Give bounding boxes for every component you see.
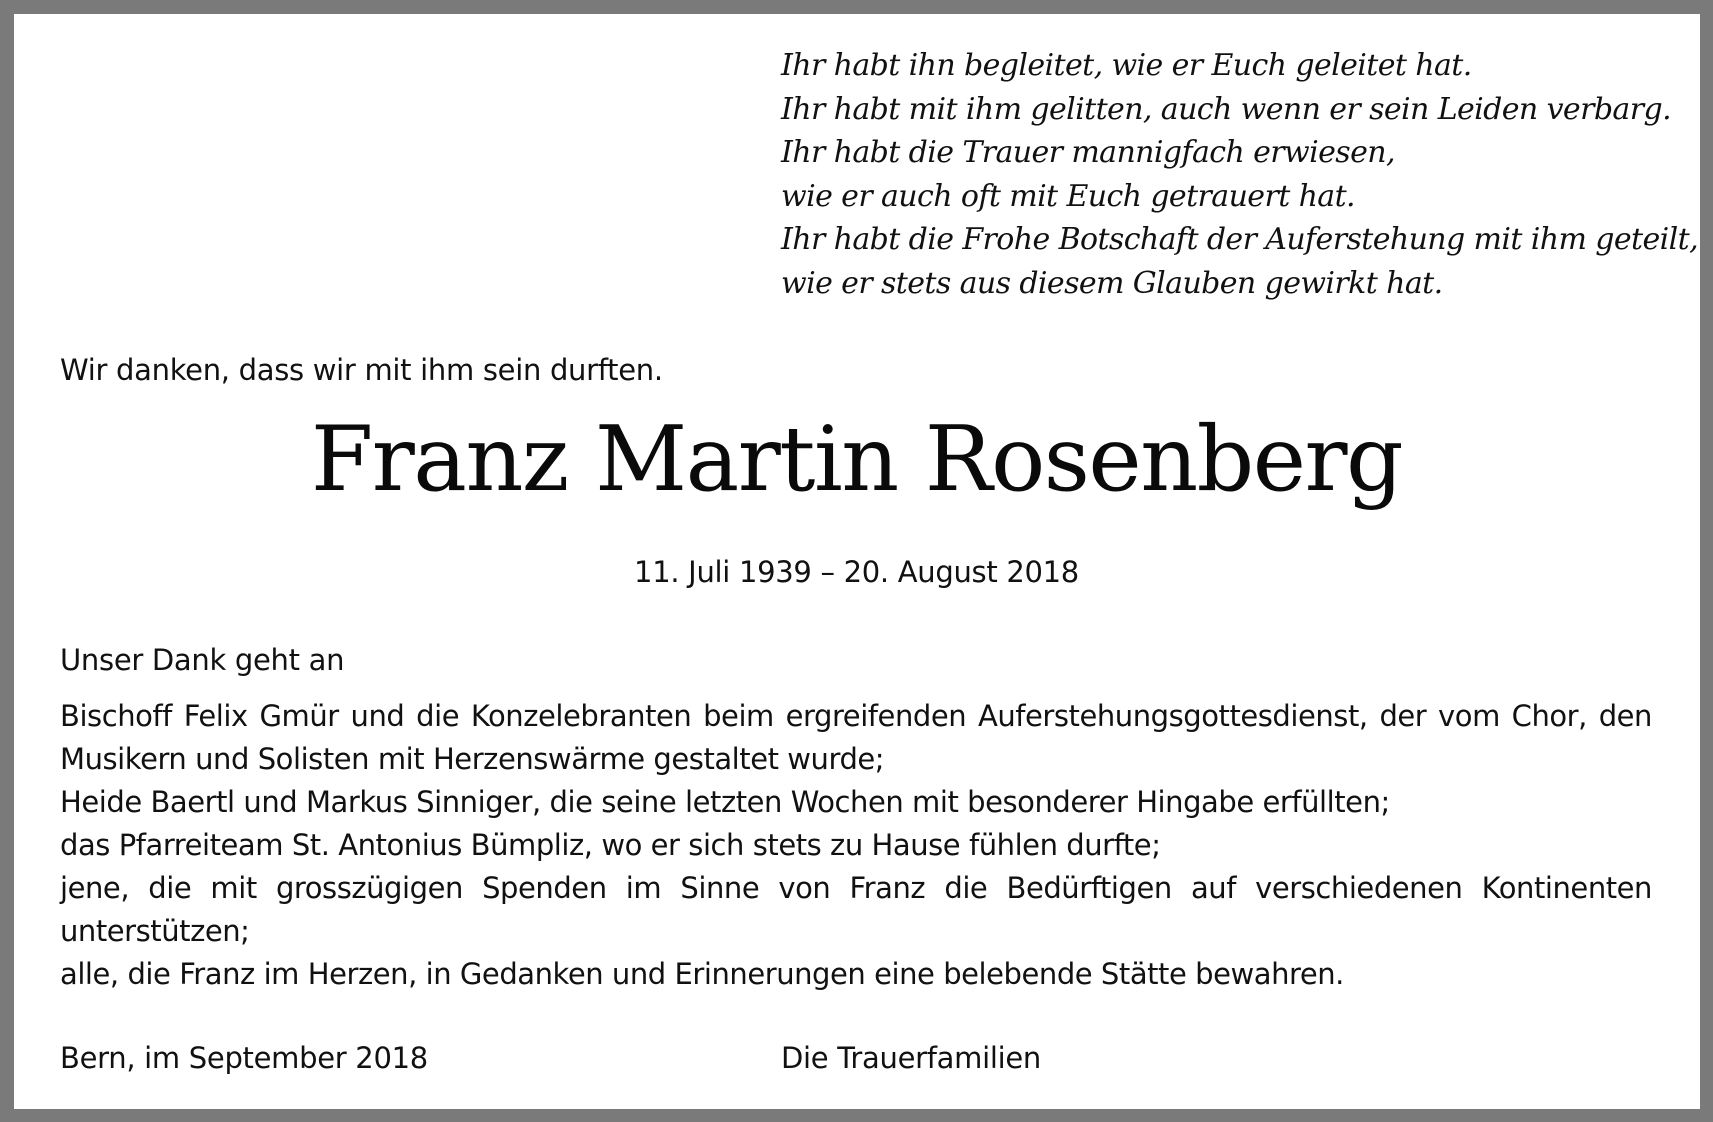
thanks-paragraph: das Pfarreiteam St. Antonius Bümpliz, wo er sich stets zu Hause fühlen durfte;	[60, 828, 1161, 862]
signature: Die Trauerfamilien	[781, 1041, 1041, 1075]
intro-text: Wir danken, dass wir mit ihm sein durften.	[60, 353, 663, 387]
life-dates: 11. Juli 1939 – 20. August 2018	[634, 555, 1079, 589]
quote-line: wie er auch oft mit Euch getrauert hat.	[781, 178, 1355, 214]
thanks-paragraph: Bischoff Felix Gmür und die Konzelebranten beim ergreifenden Auferstehungsgottesdienst, der vom Chor, den Musikern und Solisten mit Herzenswärme gestaltet wurde;	[60, 699, 1652, 776]
deceased-name: Franz Martin Rosenberg	[310, 407, 1403, 512]
thanks-list	[60, 695, 1652, 996]
thanks-paragraph: alle, die Franz im Herzen, in Gedanken und Erinnerungen eine belebende Stätte bewahren.	[60, 957, 1344, 991]
place-date: Bern, im September 2018	[60, 1041, 428, 1075]
quote-line: Ihr habt die Trauer mannigfach erwiesen,	[781, 135, 1395, 170]
quote-line: Ihr habt die Frohe Botschaft der Auferstehung mit ihm geteilt,	[781, 222, 1699, 257]
quote-line: Ihr habt ihn begleitet, wie er Euch geleitet hat.	[781, 48, 1472, 83]
thanks-paragraph: Heide Baertl und Markus Sinniger, die seine letzten Wochen mit besonderer Hingabe erfüllten;	[60, 785, 1390, 819]
quote-line: Ihr habt mit ihm gelitten, auch wenn er sein Leiden verbarg.	[781, 91, 1672, 127]
thanks-paragraph: jene, die mit grosszügigen Spenden im Sinne von Franz die Bedürftigen auf verschiedenen Kontinenten unterstützen;	[60, 871, 1652, 948]
quote-line: wie er stets aus diesem Glauben gewirkt hat.	[781, 265, 1443, 301]
memorial-quote	[781, 44, 1699, 305]
thanks-heading: Unser Dank geht an	[60, 643, 345, 677]
